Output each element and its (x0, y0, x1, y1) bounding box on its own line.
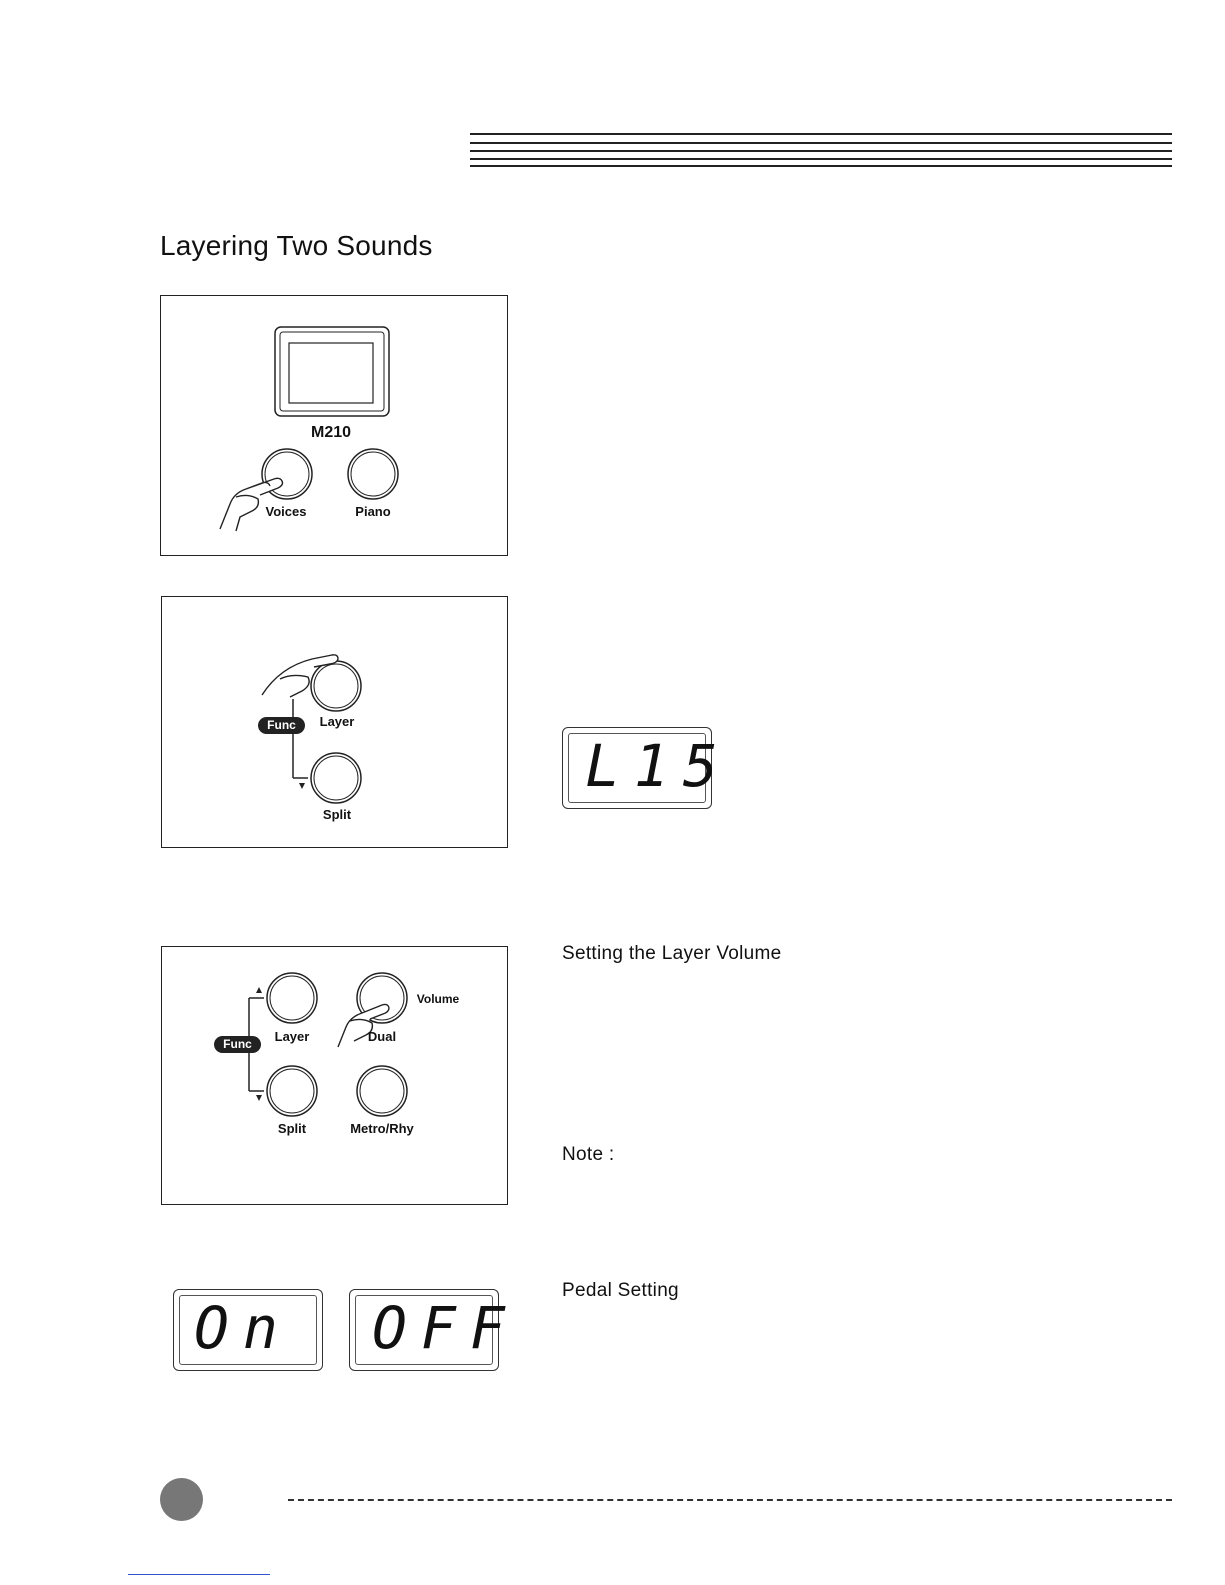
lcd-value: L15 (585, 732, 732, 800)
arrow-down-icon (299, 783, 305, 789)
dual-button-label: Dual (367, 1029, 397, 1044)
lcd-display-layer-voice (562, 727, 732, 809)
piano-button-label: Piano (355, 504, 391, 519)
lcd-value: OFF (372, 1294, 519, 1362)
volume-label: Volume (416, 992, 460, 1006)
split-button-label: Split (277, 1121, 307, 1136)
note-label: Note : (562, 1144, 615, 1165)
panel-layer-split (161, 596, 508, 848)
model-label: M210 (310, 424, 352, 441)
metro-rhy-button-label: Metro/Rhy (350, 1121, 414, 1136)
footer-dashed-line (288, 1499, 1172, 1501)
voices-button-label: Voices (265, 504, 307, 519)
arrow-up-icon (256, 987, 262, 993)
panel-layer-volume (161, 946, 508, 1205)
func-label: Func (223, 1037, 252, 1051)
hand-pointer-icon (216, 459, 296, 539)
layer-button-label: Layer (319, 714, 355, 729)
func-label: Func (267, 718, 296, 732)
layer-button-label: Layer (274, 1029, 310, 1044)
lcd-display-pedal-on (173, 1289, 323, 1371)
panel-volume-illustration (162, 947, 507, 1204)
footer-link-underline[interactable] (128, 1574, 270, 1575)
page-number-dot (160, 1478, 203, 1521)
section-heading: Layering Two Sounds (160, 230, 433, 261)
panel-voices-piano (160, 295, 508, 556)
lcd-value: On (194, 1294, 292, 1362)
split-button-label: Split (322, 807, 352, 822)
arrow-down-icon (256, 1095, 262, 1101)
subheading-layer-volume: Setting the Layer Volume (562, 943, 782, 964)
subheading-pedal-setting: Pedal Setting (562, 1280, 679, 1301)
lcd-display-pedal-off (349, 1289, 519, 1371)
